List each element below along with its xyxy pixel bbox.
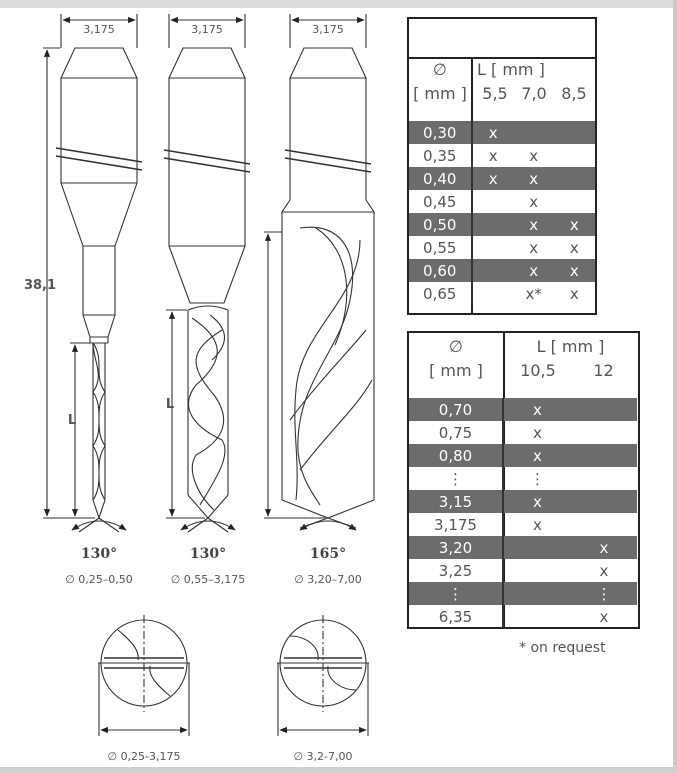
availability-cell: ⋮: [571, 582, 637, 605]
table2-diam-unit: [ mm ]: [429, 361, 483, 380]
shank-dim-2: 3,175: [191, 23, 223, 36]
diameter-range-2: ∅ 0,55–3,175: [170, 573, 246, 586]
availability-cell: x: [533, 515, 542, 534]
availability-cell: [571, 444, 637, 467]
availability-cell: x: [554, 213, 595, 236]
availability-cell: [472, 259, 514, 282]
table1-header-rule: [409, 57, 595, 59]
availability-cell: x: [472, 121, 514, 144]
diameter-cell: 0,75: [409, 421, 503, 444]
availability-cell: [503, 605, 571, 628]
diameter-cell: 3,25: [409, 559, 503, 582]
availability-cell: [571, 513, 637, 536]
table2-diam-symbol: ∅: [449, 337, 463, 356]
availability-cell: [571, 398, 637, 421]
footnote: * on request: [519, 640, 606, 656]
availability-cell: [571, 467, 637, 490]
availability-cell: [554, 144, 595, 167]
diameter-cell: 0,40: [409, 167, 472, 190]
diameter-cell: 3,20: [409, 536, 503, 559]
table-row: [409, 536, 637, 559]
cross-section-label-2: ∅ 3,2-7,00: [293, 750, 353, 763]
cross-section-2: [277, 615, 369, 736]
cross-section-label-1: ∅ 0,25-3,175: [107, 750, 181, 763]
table-row: [409, 490, 637, 513]
table-row: [409, 190, 595, 213]
diameter-range-1: ∅ 0,25–0,50: [65, 573, 133, 586]
shank-dim-3: 3,175: [312, 23, 344, 36]
point-angle-1: 130°: [80, 546, 118, 562]
availability-cell: x: [503, 444, 571, 467]
cross-section-1: [98, 615, 190, 736]
diameter-cell: 0,55: [409, 236, 472, 259]
availability-cell: x: [472, 167, 514, 190]
availability-cell: x: [514, 213, 554, 236]
table-row: [409, 144, 595, 167]
table-row: [409, 467, 637, 490]
availability-cell: [472, 236, 514, 259]
table-row: [409, 121, 595, 144]
table-row: [409, 421, 637, 444]
table1: [409, 121, 595, 305]
table-row: [409, 167, 595, 190]
table-row: [409, 213, 595, 236]
table-row: [409, 559, 637, 582]
diameter-cell: 0,35: [409, 144, 472, 167]
availability-cell: [472, 213, 514, 236]
availability-cell: [503, 559, 571, 582]
availability-cell: [554, 190, 595, 213]
table-row: [409, 398, 637, 421]
availability-cell: [571, 490, 637, 513]
availability-cell: x: [571, 536, 637, 559]
table1-diam-symbol: ∅: [433, 60, 447, 79]
availability-cell: [472, 190, 514, 213]
drill-2: [164, 14, 250, 532]
availability-cell: ⋮: [530, 469, 545, 488]
availability-cell: x: [514, 259, 554, 282]
availability-cell: x: [514, 167, 554, 190]
availability-cell: x: [529, 192, 539, 211]
diameter-cell: 0,60: [409, 259, 472, 282]
availability-cell: x: [529, 146, 539, 165]
availability-cell: [514, 121, 554, 144]
table1-diam-unit: [ mm ]: [413, 84, 467, 103]
table1-length-3: 8,5: [561, 84, 587, 103]
drill-3: [264, 14, 374, 530]
availability-cell: [571, 421, 637, 444]
availability-cell: [554, 167, 595, 190]
availability-cell: x: [503, 490, 571, 513]
availability-cell: [503, 536, 571, 559]
flute-length-label-2: L: [165, 397, 175, 412]
overall-length-dim: 38,1: [23, 278, 57, 293]
diameter-cell: 3,15: [409, 490, 503, 513]
table1-length-header: L [ mm ]: [477, 60, 545, 79]
availability-cell: x: [533, 423, 542, 442]
diameter-cell: 0,65: [409, 282, 472, 305]
diameter-cell: 0,70: [409, 398, 503, 421]
diameter-cell: 0,30: [409, 121, 472, 144]
diameter-cell: 0,45: [409, 190, 472, 213]
availability-cell: [472, 282, 514, 305]
diameter-cell: 6,35: [409, 605, 503, 628]
point-angle-3: 165°: [309, 546, 347, 562]
table2-length-2: 12: [593, 361, 614, 380]
table-row: [409, 605, 637, 628]
table-row: [409, 259, 595, 282]
table-row: [409, 282, 595, 305]
availability-cell: x: [488, 146, 498, 165]
diameter-cell: 0,80: [409, 444, 503, 467]
availability-cell: x: [569, 284, 579, 303]
point-angle-2: 130°: [189, 546, 227, 562]
drill-1: [43, 14, 142, 532]
shank-dim-1: 3,175: [83, 23, 115, 36]
availability-cell: x: [569, 238, 579, 257]
table-row: [409, 444, 637, 467]
diameter-cell: ⋮: [409, 467, 503, 490]
availability-cell: x: [554, 259, 595, 282]
table-row: [409, 513, 637, 536]
availability-cell: x: [599, 607, 609, 626]
table1-length-1: 5,5: [482, 84, 508, 103]
diameter-cell: ⋮: [409, 582, 503, 605]
availability-cell: x: [529, 238, 539, 257]
availability-cell: x: [599, 561, 609, 580]
table2: [409, 398, 638, 628]
diameter-range-3: ∅ 3,20–7,00: [294, 573, 362, 586]
availability-cell: [554, 121, 595, 144]
table-row: [409, 582, 637, 605]
table-row: [409, 236, 595, 259]
availability-cell: x: [503, 398, 571, 421]
table1-length-2: 7,0: [521, 84, 547, 103]
flute-length-label-1: L: [67, 413, 77, 428]
availability-cell: [503, 582, 571, 605]
table2-length-header: L [ mm ]: [536, 337, 605, 356]
availability-cell: x*: [525, 284, 542, 303]
diameter-cell: 3,175: [409, 513, 503, 536]
table2-length-1: 10,5: [520, 361, 556, 380]
diameter-cell: 0,50: [409, 213, 472, 236]
